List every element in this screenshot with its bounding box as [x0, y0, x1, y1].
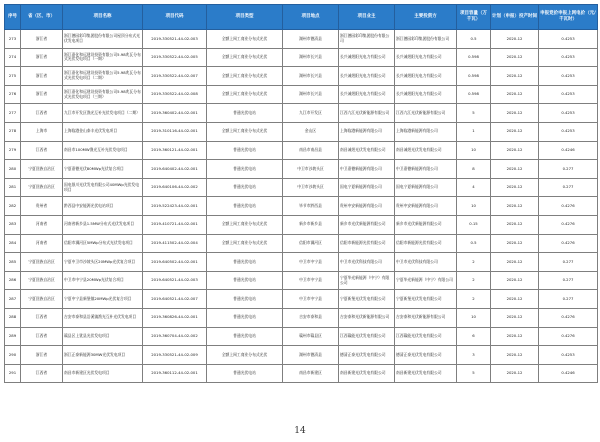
cell-investor: 国电宁夏新能源有限公司 [395, 178, 457, 197]
cell-project-type: 全额上网工商业分布式光伏 [207, 122, 283, 141]
cell-capacity: 10 [457, 197, 491, 216]
cell-project-type: 普通光伏电站 [207, 104, 283, 123]
cell-province: 江西省 [21, 141, 63, 160]
cell-province: 宁夏回族自治区 [21, 178, 63, 197]
cell-owner: 德清正泰光伏发电有限公司 [339, 346, 395, 365]
cell-project-type: 全额上网工商业分布式光伏 [207, 85, 283, 104]
cell-capacity: 4 [457, 178, 491, 197]
cell-location: 湖州市长兴县 [283, 48, 339, 67]
cell-index: 275 [5, 67, 21, 86]
cell-project-code: 2019-360121-44-02-001 [143, 141, 207, 160]
cell-commission-date: 2020-12 [491, 85, 539, 104]
table-row [5, 67, 598, 86]
cell-commission-date: 2020-12 [491, 327, 539, 346]
table-row [5, 160, 598, 179]
cell-bid-price: 0.277 [539, 178, 598, 197]
cell-investor: 贵州中安新能源有限公司 [395, 197, 457, 216]
cell-province: 宁夏回族自治区 [21, 253, 63, 272]
cell-project-name: 赣县区上犹县光伏发电项目 [63, 327, 143, 346]
cell-project-type: 全额上网工商业分布式光伏 [207, 48, 283, 67]
table-row [5, 271, 598, 290]
cell-project-code: 2019-360112-44-02-001 [143, 364, 207, 383]
table-row [5, 30, 598, 49]
cell-project-name: 宁夏嘉德光伏80MWp光伏复合项目 [63, 160, 143, 179]
cell-project-code: 2019-640502-44-02-001 [143, 253, 207, 272]
cell-investor: 宁夏新堡光伏发电有限公司 [395, 290, 457, 309]
cell-project-name: 浙江嘉化和远建设投资有限公司5.98兆瓦分布式光伏发电项目（三期） [63, 85, 143, 104]
cell-index: 287 [5, 290, 21, 309]
cell-bid-price: 0.277 [539, 290, 598, 309]
cell-project-name: 河南省新乡县1.5MW分布式光伏发电项目 [63, 215, 143, 234]
cell-owner: 吉安泰和光伏新能源有限公司 [339, 308, 395, 327]
cell-project-name: 上海临港金山泰丰光伏发电项目 [63, 122, 143, 141]
cell-location: 湖州市长兴县 [283, 67, 339, 86]
cell-index: 273 [5, 30, 21, 49]
cell-index: 283 [5, 215, 21, 234]
cell-capacity: 0.5 [457, 234, 491, 253]
cell-investor: 宁夏华光新能源（中宁）有限公司 [395, 271, 457, 290]
cell-index: 285 [5, 253, 21, 272]
table-row [5, 215, 598, 234]
header-project-name: 项目名称 [63, 5, 143, 30]
cell-investor: 浙江德园彩印集团股份有限公司 [395, 30, 457, 49]
cell-bid-price: 0.277 [539, 160, 598, 179]
cell-location: 九江市开发区 [283, 104, 339, 123]
cell-investor: 南昌诚煜光伏发电有限公司 [395, 141, 457, 160]
cell-commission-date: 2020-12 [491, 271, 539, 290]
cell-commission-date: 2020-12 [491, 346, 539, 365]
table-row [5, 122, 598, 141]
cell-index: 280 [5, 160, 21, 179]
cell-location: 金山区 [283, 122, 339, 141]
cell-province: 浙江省 [21, 85, 63, 104]
cell-project-code: 2019-640402-44-02-001 [143, 160, 207, 179]
cell-location: 信阳市浉河区 [283, 234, 339, 253]
cell-location: 南昌市南昌县 [283, 141, 339, 160]
cell-owner: 新乡市光伏新能源有限公司 [339, 215, 395, 234]
cell-commission-date: 2020-12 [491, 234, 539, 253]
table-row [5, 85, 598, 104]
cell-owner: 国电宁夏新能源有限公司 [339, 178, 395, 197]
cell-capacity: 2 [457, 253, 491, 272]
cell-bid-price: 0.4253 [539, 104, 598, 123]
cell-province: 江西省 [21, 327, 63, 346]
header-investor: 主要投资方 [395, 5, 457, 30]
cell-index: 286 [5, 271, 21, 290]
cell-index: 288 [5, 308, 21, 327]
cell-owner: 江西赣能光伏发电有限公司 [339, 327, 395, 346]
cell-bid-price: 0.4253 [539, 85, 598, 104]
projects-table [4, 4, 598, 383]
cell-project-type: 普通光伏电站 [207, 290, 283, 309]
cell-province: 宁夏回族自治区 [21, 160, 63, 179]
table-row [5, 308, 598, 327]
cell-project-code: 2019-640521-44-02-007 [143, 290, 207, 309]
cell-location: 湖州市德清县 [283, 346, 339, 365]
cell-province: 江西省 [21, 308, 63, 327]
cell-owner: 信阳市新能源光伏有限公司 [339, 234, 395, 253]
cell-index: 276 [5, 85, 21, 104]
header-project-code: 项目代码 [143, 5, 207, 30]
cell-capacity: 2 [457, 271, 491, 290]
cell-capacity: 3 [457, 346, 491, 365]
cell-project-name: 南昌市新建区光伏发电项目 [63, 364, 143, 383]
cell-project-name: 浙江嘉化和远建设投资有限公司5.98兆瓦分布式光伏发电项目（二期） [63, 67, 143, 86]
cell-bid-price: 0.4253 [539, 122, 598, 141]
cell-province: 河南省 [21, 234, 63, 253]
cell-project-name: 宁夏中宁县新堡镇20MWp光伏复合项目 [63, 290, 143, 309]
cell-project-name: 浙江正泰新能源30MW光伏发电项目 [63, 346, 143, 365]
cell-project-type: 普通光伏电站 [207, 364, 283, 383]
cell-project-name: 南昌市100MW渔光互补光伏发电项目 [63, 141, 143, 160]
cell-investor: 长兴诚煜阳光电力有限公司 [395, 85, 457, 104]
cell-commission-date: 2020-12 [491, 104, 539, 123]
cell-commission-date: 2020-12 [491, 160, 539, 179]
cell-capacity: 10 [457, 141, 491, 160]
cell-province: 上海市 [21, 122, 63, 141]
cell-location: 赣州市赣县区 [283, 327, 339, 346]
cell-bid-price: 0.277 [539, 271, 598, 290]
cell-project-name: 国电银川光伏发电有限公司40MWp光伏发电项目 [63, 178, 143, 197]
cell-project-type: 普通光伏电站 [207, 178, 283, 197]
cell-project-name: 吉安市泰和县沿溪镇渔光互补光伏发电项目 [63, 308, 143, 327]
cell-index: 278 [5, 122, 21, 141]
cell-bid-price: 0.4246 [539, 364, 598, 383]
cell-capacity: 0.598 [457, 67, 491, 86]
cell-project-code: 2019-522423-44-02-001 [143, 197, 207, 216]
cell-project-code: 2019-360704-44-02-002 [143, 327, 207, 346]
cell-province: 贵州省 [21, 197, 63, 216]
cell-location: 湖州市长兴县 [283, 85, 339, 104]
cell-owner: 长兴诚煜阳光电力有限公司 [339, 48, 395, 67]
cell-location: 毕节市黔西县 [283, 197, 339, 216]
table-row [5, 141, 598, 160]
cell-project-type: 普通光伏电站 [207, 253, 283, 272]
cell-commission-date: 2020-12 [491, 30, 539, 49]
cell-project-code: 2019-411502-44-02-004 [143, 234, 207, 253]
cell-index: 290 [5, 346, 21, 365]
cell-bid-price: 0.4276 [539, 308, 598, 327]
cell-index: 277 [5, 104, 21, 123]
cell-location: 中卫市沙坡头区 [283, 178, 339, 197]
cell-project-type: 普通光伏电站 [207, 197, 283, 216]
cell-province: 江西省 [21, 104, 63, 123]
cell-commission-date: 2020-12 [491, 290, 539, 309]
cell-owner: 中卫嘉德新能源有限公司 [339, 160, 395, 179]
cell-location: 中卫市中宁县 [283, 290, 339, 309]
cell-bid-price: 0.4253 [539, 67, 598, 86]
cell-owner: 宁夏新堡光伏发电有限公司 [339, 290, 395, 309]
cell-owner: 中卫市光伏科技有限公司 [339, 253, 395, 272]
cell-project-type: 普通光伏电站 [207, 160, 283, 179]
header-project-type: 项目类型 [207, 5, 283, 30]
cell-commission-date: 2020-12 [491, 253, 539, 272]
cell-commission-date: 2020-12 [491, 178, 539, 197]
cell-project-name: 中卫市中宁县20MWp光伏复合项目 [63, 271, 143, 290]
cell-owner: 南昌新建光伏发电有限公司 [339, 364, 395, 383]
cell-project-type: 普通光伏电站 [207, 141, 283, 160]
table-row [5, 290, 598, 309]
cell-investor: 江西九江光伏新能源有限公司 [395, 104, 457, 123]
table-row [5, 253, 598, 272]
cell-owner: 上海临港新能源有限公司 [339, 122, 395, 141]
cell-province: 宁夏回族自治区 [21, 290, 63, 309]
cell-project-code: 2019-330521-44-02-009 [143, 346, 207, 365]
cell-location: 新乡市新乡县 [283, 215, 339, 234]
cell-project-code: 2019-310116-44-02-001 [143, 122, 207, 141]
cell-index: 291 [5, 364, 21, 383]
cell-project-type: 普通光伏电站 [207, 327, 283, 346]
cell-index: 281 [5, 178, 21, 197]
cell-project-code: 2019-330522-44-02-005 [143, 48, 207, 67]
cell-commission-date: 2020-12 [491, 308, 539, 327]
cell-investor: 上海临港新能源有限公司 [395, 122, 457, 141]
cell-index: 284 [5, 234, 21, 253]
cell-project-code: 2019-640521-44-02-003 [143, 271, 207, 290]
cell-owner: 长兴诚煜阳光电力有限公司 [339, 85, 395, 104]
header-province: 省（区、市） [21, 5, 63, 30]
table-row [5, 346, 598, 365]
cell-index: 279 [5, 141, 21, 160]
table-row [5, 327, 598, 346]
header-owner: 项目业主 [339, 5, 395, 30]
cell-project-code: 2019-360402-44-02-001 [143, 104, 207, 123]
header-bid-price: 申报竞价申报上网电价（元/千瓦时） [539, 5, 598, 30]
cell-investor: 长兴诚煜阳光电力有限公司 [395, 48, 457, 67]
header-index: 序号 [5, 5, 21, 30]
cell-bid-price: 0.4276 [539, 197, 598, 216]
cell-province: 宁夏回族自治区 [21, 271, 63, 290]
cell-project-code: 2019-330521-44-02-003 [143, 30, 207, 49]
cell-owner: 长兴诚煜阳光电力有限公司 [339, 67, 395, 86]
table-row [5, 364, 598, 383]
table-header-row [5, 5, 598, 30]
cell-project-type: 全额上网工商业分布式光伏 [207, 67, 283, 86]
cell-capacity: 1 [457, 122, 491, 141]
cell-capacity: 0.598 [457, 85, 491, 104]
cell-owner: 浙江德园彩印集团股份有限公司 [339, 30, 395, 49]
table-row [5, 234, 598, 253]
cell-project-type: 普通光伏电站 [207, 308, 283, 327]
cell-project-type: 普通光伏电站 [207, 271, 283, 290]
cell-capacity: 5 [457, 104, 491, 123]
cell-project-name: 信阳市浉河区5MWp分布式光伏发电项目 [63, 234, 143, 253]
cell-index: 274 [5, 48, 21, 67]
cell-bid-price: 0.4253 [539, 48, 598, 67]
cell-capacity: 0.598 [457, 48, 491, 67]
cell-investor: 长兴诚煜阳光电力有限公司 [395, 67, 457, 86]
cell-investor: 新乡市光伏新能源有限公司 [395, 215, 457, 234]
cell-index: 282 [5, 197, 21, 216]
cell-project-name: 浙江嘉化和远建设投资有限公司5.98兆瓦分布式光伏发电项目（一期） [63, 48, 143, 67]
header-commission-date: 计划（申报）投产时间 [491, 5, 539, 30]
cell-investor: 江西赣能光伏发电有限公司 [395, 327, 457, 346]
cell-project-type: 全额上网工商业分布式光伏 [207, 346, 283, 365]
cell-owner: 江西九江光伏新能源有限公司 [339, 104, 395, 123]
cell-province: 浙江省 [21, 48, 63, 67]
cell-bid-price: 0.4276 [539, 327, 598, 346]
cell-commission-date: 2020-12 [491, 141, 539, 160]
cell-project-type: 全额上网工商业分布式光伏 [207, 30, 283, 49]
cell-location: 中卫市沙坡头区 [283, 160, 339, 179]
table-row [5, 178, 598, 197]
cell-project-type: 全额上网工商业分布式光伏 [207, 234, 283, 253]
cell-project-type: 全额上网工商业分布式光伏 [207, 215, 283, 234]
cell-province: 浙江省 [21, 346, 63, 365]
cell-location: 中卫市中宁县 [283, 271, 339, 290]
cell-investor: 南昌新建光伏发电有限公司 [395, 364, 457, 383]
table-row [5, 48, 598, 67]
cell-owner: 贵州中安新能源有限公司 [339, 197, 395, 216]
cell-commission-date: 2020-12 [491, 122, 539, 141]
cell-capacity: 0.5 [457, 30, 491, 49]
cell-investor: 吉安泰和光伏新能源有限公司 [395, 308, 457, 327]
page-number: 14 [294, 426, 306, 436]
cell-capacity: 2 [457, 290, 491, 309]
cell-location: 湖州市德清县 [283, 30, 339, 49]
cell-location: 吉安市泰和县 [283, 308, 339, 327]
header-capacity: 项目容量（万千瓦） [457, 5, 491, 30]
cell-bid-price: 0.277 [539, 253, 598, 272]
cell-province: 河南省 [21, 215, 63, 234]
cell-commission-date: 2020-12 [491, 364, 539, 383]
cell-location: 南昌市新建区 [283, 364, 339, 383]
cell-capacity: 5 [457, 364, 491, 383]
cell-bid-price: 0.4276 [539, 215, 598, 234]
cell-project-code: 2019-410721-44-02-001 [143, 215, 207, 234]
cell-investor: 中卫市光伏科技有限公司 [395, 253, 457, 272]
cell-capacity: 10 [457, 308, 491, 327]
cell-commission-date: 2020-12 [491, 197, 539, 216]
cell-investor: 信阳市新能源光伏有限公司 [395, 234, 457, 253]
table-row [5, 197, 598, 216]
cell-project-name: 宁夏中卫市沙坡头区20MWp光伏复合项目 [63, 253, 143, 272]
cell-project-name: 黔西县中安能源光伏电站项目 [63, 197, 143, 216]
cell-capacity: 0.15 [457, 215, 491, 234]
table-body [5, 30, 598, 383]
cell-commission-date: 2020-12 [491, 67, 539, 86]
cell-bid-price: 0.4253 [539, 346, 598, 365]
cell-commission-date: 2020-12 [491, 215, 539, 234]
cell-capacity: 6 [457, 327, 491, 346]
cell-bid-price: 0.4246 [539, 141, 598, 160]
header-location: 项目地点 [283, 5, 339, 30]
cell-project-code: 2019-360826-44-02-001 [143, 308, 207, 327]
cell-bid-price: 0.4253 [539, 30, 598, 49]
cell-location: 中卫市中宁县 [283, 253, 339, 272]
cell-investor: 中卫嘉德新能源有限公司 [395, 160, 457, 179]
cell-project-code: 2019-330522-44-02-008 [143, 85, 207, 104]
cell-project-code: 2019-640106-44-02-002 [143, 178, 207, 197]
cell-project-name: 九江市开发区渔光互补光伏发电项目（二期） [63, 104, 143, 123]
cell-investor: 德清正泰光伏发电有限公司 [395, 346, 457, 365]
table-row [5, 104, 598, 123]
cell-index: 289 [5, 327, 21, 346]
cell-province: 浙江省 [21, 30, 63, 49]
cell-owner: 南昌诚煜光伏发电有限公司 [339, 141, 395, 160]
cell-project-code: 2019-330522-44-02-007 [143, 67, 207, 86]
cell-province: 浙江省 [21, 67, 63, 86]
cell-bid-price: 0.4276 [539, 234, 598, 253]
cell-province: 江西省 [21, 364, 63, 383]
cell-capacity: 8 [457, 160, 491, 179]
cell-commission-date: 2020-12 [491, 48, 539, 67]
cell-project-name: 浙江德园彩印集团股份有限公司屋顶分布式光伏发电项目 [63, 30, 143, 49]
cell-owner: 宁夏华光新能源（中宁）有限公司 [339, 271, 395, 290]
